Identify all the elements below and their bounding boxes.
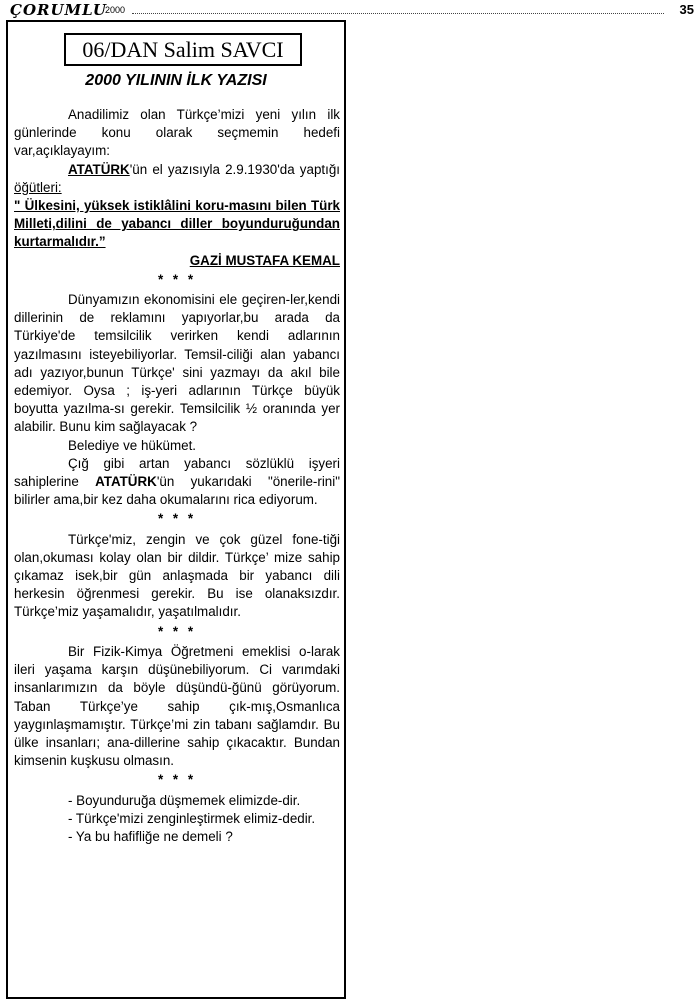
magazine-brand: ÇORUMLU	[10, 1, 107, 19]
section-divider: * * *	[157, 772, 197, 788]
ataturk-name: ATATÜRK	[68, 161, 130, 177]
author-byline: 06/DAN Salim SAVCI	[64, 33, 302, 66]
ataturk-note-text: 'ün el yazısıyla 2.9.1930'da yaptığı	[129, 161, 340, 177]
paragraph-request	[14, 455, 340, 510]
section-divider: * * *	[157, 271, 197, 287]
paragraph-answer: Belediye ve hükümet.	[68, 437, 197, 453]
request-text-a: Çığ gibi artan yabancı sözlüklü işyeri sahiplerine	[14, 455, 340, 490]
section-divider: * * *	[157, 623, 197, 639]
issue-year: 2000	[105, 5, 126, 15]
page-number: 35	[679, 2, 694, 17]
ataturk-quote: " Ülkesini, yüksek istiklâlini koru-masını bilen Türk Milleti,dilini de yabancı diller boyunduruğundan kurtarmalıdır.”	[14, 198, 340, 250]
paragraph-teacher: Bir Fizik-Kimya Öğretmeni emeklisi o-larak ileri yaşama karşın düşünebiliyorum. Ci varımdaki insanlarımızın da böyle düşündü-ğünü görüyorum. Taban Türkçe’ye sahip çık-mış,Osmanlıca yaygınlaşmamıştır. Türkçe’mi zin tabanı sağlamdır. Bu ülke insanları; ana-dillerine sahip çıkacaktır. Bundan kimsenin kuşkusu olmasın.	[14, 643, 340, 769]
quote-signature: GAZİ MUSTAFA KEMAL	[189, 252, 340, 268]
ataturk-name-2: ATATÜRK	[95, 474, 157, 490]
article-frame	[6, 20, 346, 999]
closing-line-3: - Ya bu hafifliğe ne demeli ?	[68, 828, 233, 844]
article-body	[14, 106, 340, 846]
page-header	[10, 2, 694, 18]
paragraph-language: Türkçe'miz, zengin ve çok güzel fone-tiği olan,okuması kolay olan bir dildir. Türkçe’ mize sahip çıkamaz isek,bir gün anlaşmada bir yabancı dili herkesin öğrenmesi gerekir. Bu ise olanaksızdır. Türkçe’miz yaşamalıdır, yaşatılmalıdır.	[14, 531, 340, 620]
header-dotted-rule	[132, 13, 664, 14]
paragraph-intro: Anadilimiz olan Türkçe’mizi yeni yılın ilk günlerinde konu olarak seçmemin hedefi var,açıklayayım:	[14, 107, 340, 159]
section-divider: * * *	[157, 511, 197, 527]
article-title: 2000 YILININ İLK YAZISI	[85, 72, 267, 89]
request-text-b: 'ün yukarıdaki "önerile-rini" bilirler ama,bir kez daha okumalarını rica ediyorum.	[14, 474, 340, 508]
advice-word: öğütleri:	[14, 179, 62, 195]
paragraph-ataturk-note	[14, 161, 340, 197]
closing-line-1: - Boyunduruğa düşmemek elimizde-dir.	[68, 792, 301, 808]
paragraph-economy: Dünyamızın ekonomisini ele geçiren-ler,kendi dillerinin de reklamını yapıyorlar,bu arada da Türkiye'de temsilcilik verirken kendi adlarının yazılmasını isteyebiliyorlar. Temsil-ciliği alan yabancı adı yazıyor,bunun Türkçe' sini yazmayı da akıl bile edemiyor. Oysa ; iş-yeri adlarının Türkçe büyük boyutta yazılma-sı gerekir. Temsilcilik ½ oranında yer alabilir. Bunu kim sağlayacak ?	[14, 292, 340, 435]
closing-line-2: - Türkçe'mizi zenginleştirmek elimiz-dedir.	[68, 810, 316, 826]
